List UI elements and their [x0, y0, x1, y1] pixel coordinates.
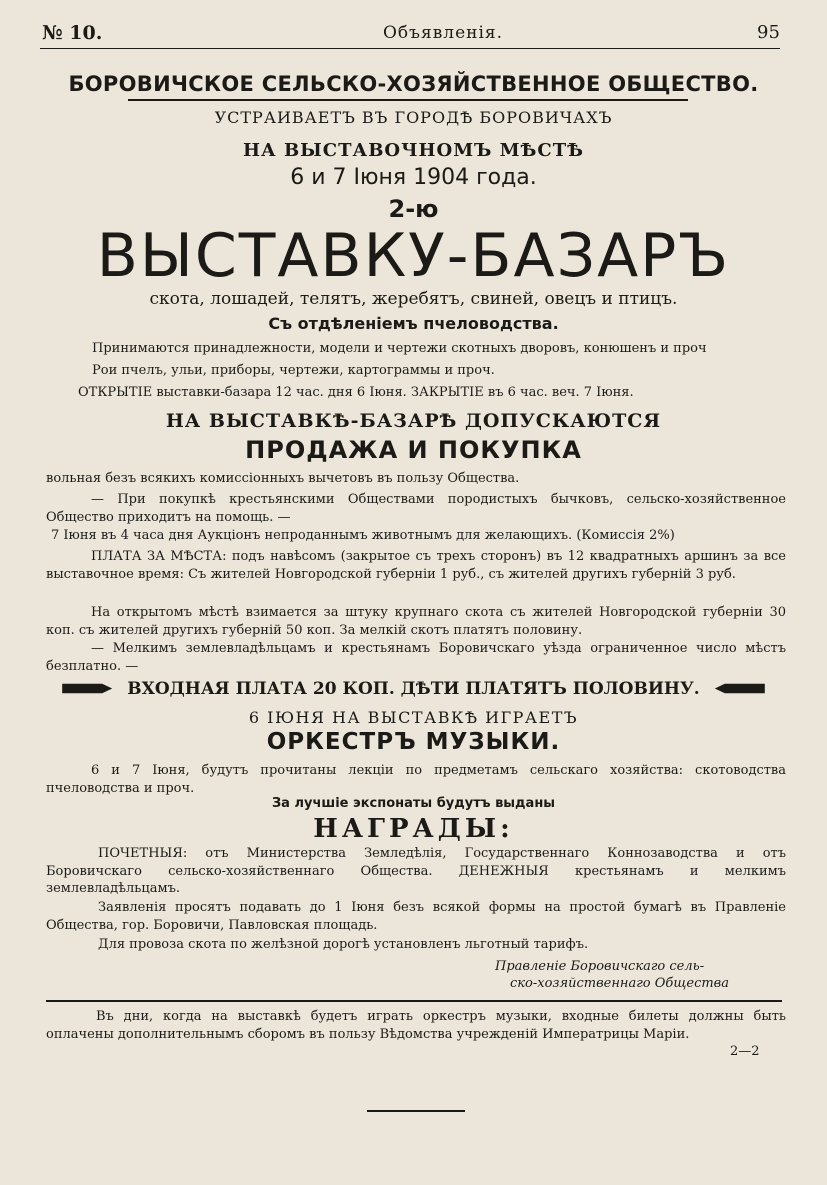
end-rule [367, 1110, 465, 1112]
ordinal: 2-ю [388, 195, 439, 223]
entry-fee-line [0, 678, 827, 699]
signature-line-1: Правленіе Боровичскаго сель- [495, 959, 705, 974]
opening-closing: ОТКРЫТІЕ выставки-базара 12 час. дня 6 Іюня. ЗАКРЫТІЕ въ 6 час. веч. 7 Іюня. [78, 385, 634, 400]
footer-note: Въ дни, когда на выставкѣ будетъ играть оркестръ музыки, входные билеты должны быть оплачены дополнительнымъ сборомъ въ пользу Вѣдомства учрежденій Императрицы Маріи. [46, 1009, 786, 1042]
june6-line: 6 ІЮНЯ НА ВЫСТАВКѢ ИГРАЕТЪ [248, 708, 579, 727]
header-rule [40, 48, 780, 49]
accepted-line-2: Рои пчелъ, ульи, приборы, чертежи, картограммы и проч. [92, 363, 495, 378]
pointing-hand-right-icon [62, 683, 112, 695]
fee-open-text: На открытомъ мѣстѣ взимается за штуку крупнаго скота съ жителей Новгородской губерніи 30 коп. съ жителей другихъ губерній 50 коп. За мелкій скотъ платятъ половину. [46, 605, 786, 638]
footer-mark: 2—2 [730, 1044, 760, 1059]
auction-text: 7 Іюня въ 4 часа дня Аукціонъ непроданнымъ животнымъ для желающихъ. (Комиссія 2%) [51, 528, 675, 543]
pointing-hand-left-icon [715, 683, 765, 695]
lectures-text: 6 и 7 Іюня, будутъ прочитаны лекціи по предметамъ сельскаго хозяйства: скотоводства пчеловодства и проч. [46, 763, 786, 796]
page-number: 95 [757, 22, 780, 43]
awards-heading: НАГРАДЫ: [313, 814, 514, 844]
best-exhibits: За лучшіе экспонаты будутъ выданы [271, 796, 556, 811]
main-title: ВЫСТАВКУ-БАЗАРЪ [96, 221, 731, 291]
help-text: — При покупкѣ крестьянскими Обществами породистыхъ бычковъ, сельско-хозяйственное Общество приходитъ на помощь. — [46, 492, 786, 525]
arranges-line: УСТРАИВАЕТЪ ВЪ ГОРОДѢ БОРОВИЧАХЪ [214, 108, 613, 127]
organization-name: БОРОВИЧСКОЕ СЕЛЬСКО-ХОЗЯЙСТВЕННОЕ ОБЩЕСТВО. [68, 72, 759, 96]
orchestra-heading: ОРКЕСТРЪ МУЗЫКИ. [266, 729, 561, 755]
org-underline [128, 99, 688, 101]
issue-number: № 10. [42, 22, 103, 44]
accepted-line-1: Принимаются принадлежности, модели и чертежи скотныхъ дворовъ, конюшенъ и проч [92, 341, 707, 356]
footer-rule [46, 1000, 782, 1002]
animals-line: скота, лошадей, телятъ, жеребятъ, свиней, овецъ и птицъ. [149, 289, 678, 309]
section-title: Объявленія. [383, 23, 504, 43]
fee-covered-text: ПЛАТА ЗА МѢСТА: подъ навѣсомъ (закрытое съ трехъ сторонъ) въ 12 квадратныхъ аршинъ за все выставочное время: Съ жителей Новгородской губерніи 1 руб., съ жителей другихъ губерній 3 руб. [46, 549, 786, 582]
trade-heading: ПРОДАЖА И ПОКУПКА [245, 436, 582, 464]
bee-department: Съ отдѣленіемъ пчеловодства. [268, 314, 559, 333]
allowed-heading: НА ВЫСТАВКѢ-БАЗАРѢ ДОПУСКАЮТСЯ [165, 410, 662, 432]
small-owners-text: — Мелкимъ землевладѣльцамъ и крестьянамъ Боровичскаго уѣзда ограниченное число мѣстъ безплатно. — [46, 641, 786, 674]
applications-text: Заявленія просятъ подавать до 1 Іюня безъ всякой формы на простой бумагѣ въ Правленіе Общества, гор. Боровичи, Павловская площадь. [46, 900, 786, 933]
free-trade-text: вольная безъ всякихъ комиссіонныхъ вычетовъ въ пользу Общества. [46, 471, 520, 486]
entry-fee-text: ВХОДНАЯ ПЛАТА 20 КОП. ДѢТИ ПЛАТЯТЪ ПОЛОВИНУ. [127, 678, 700, 699]
honorary-text: ПОЧЕТНЫЯ: отъ Министерства Земледѣлія, Государственнаго Коннозаводства и отъ Боровичскаго сельско-хозяйственнаго Общества. ДЕНЕЖНЫЯ крестьянамъ и мелкимъ землевладѣльцамъ. [46, 846, 786, 897]
signature-line-2: ско-хозяйственнаго Общества [510, 976, 729, 991]
exhibition-dates: 6 и 7 Іюня 1904 года. [290, 165, 537, 190]
railway-text: Для провоза скота по желѣзной дорогѣ установленъ льготный тарифъ. [98, 937, 589, 952]
exhibition-place: НА ВЫСТАВОЧНОМЪ МѢСТѢ [243, 140, 584, 161]
